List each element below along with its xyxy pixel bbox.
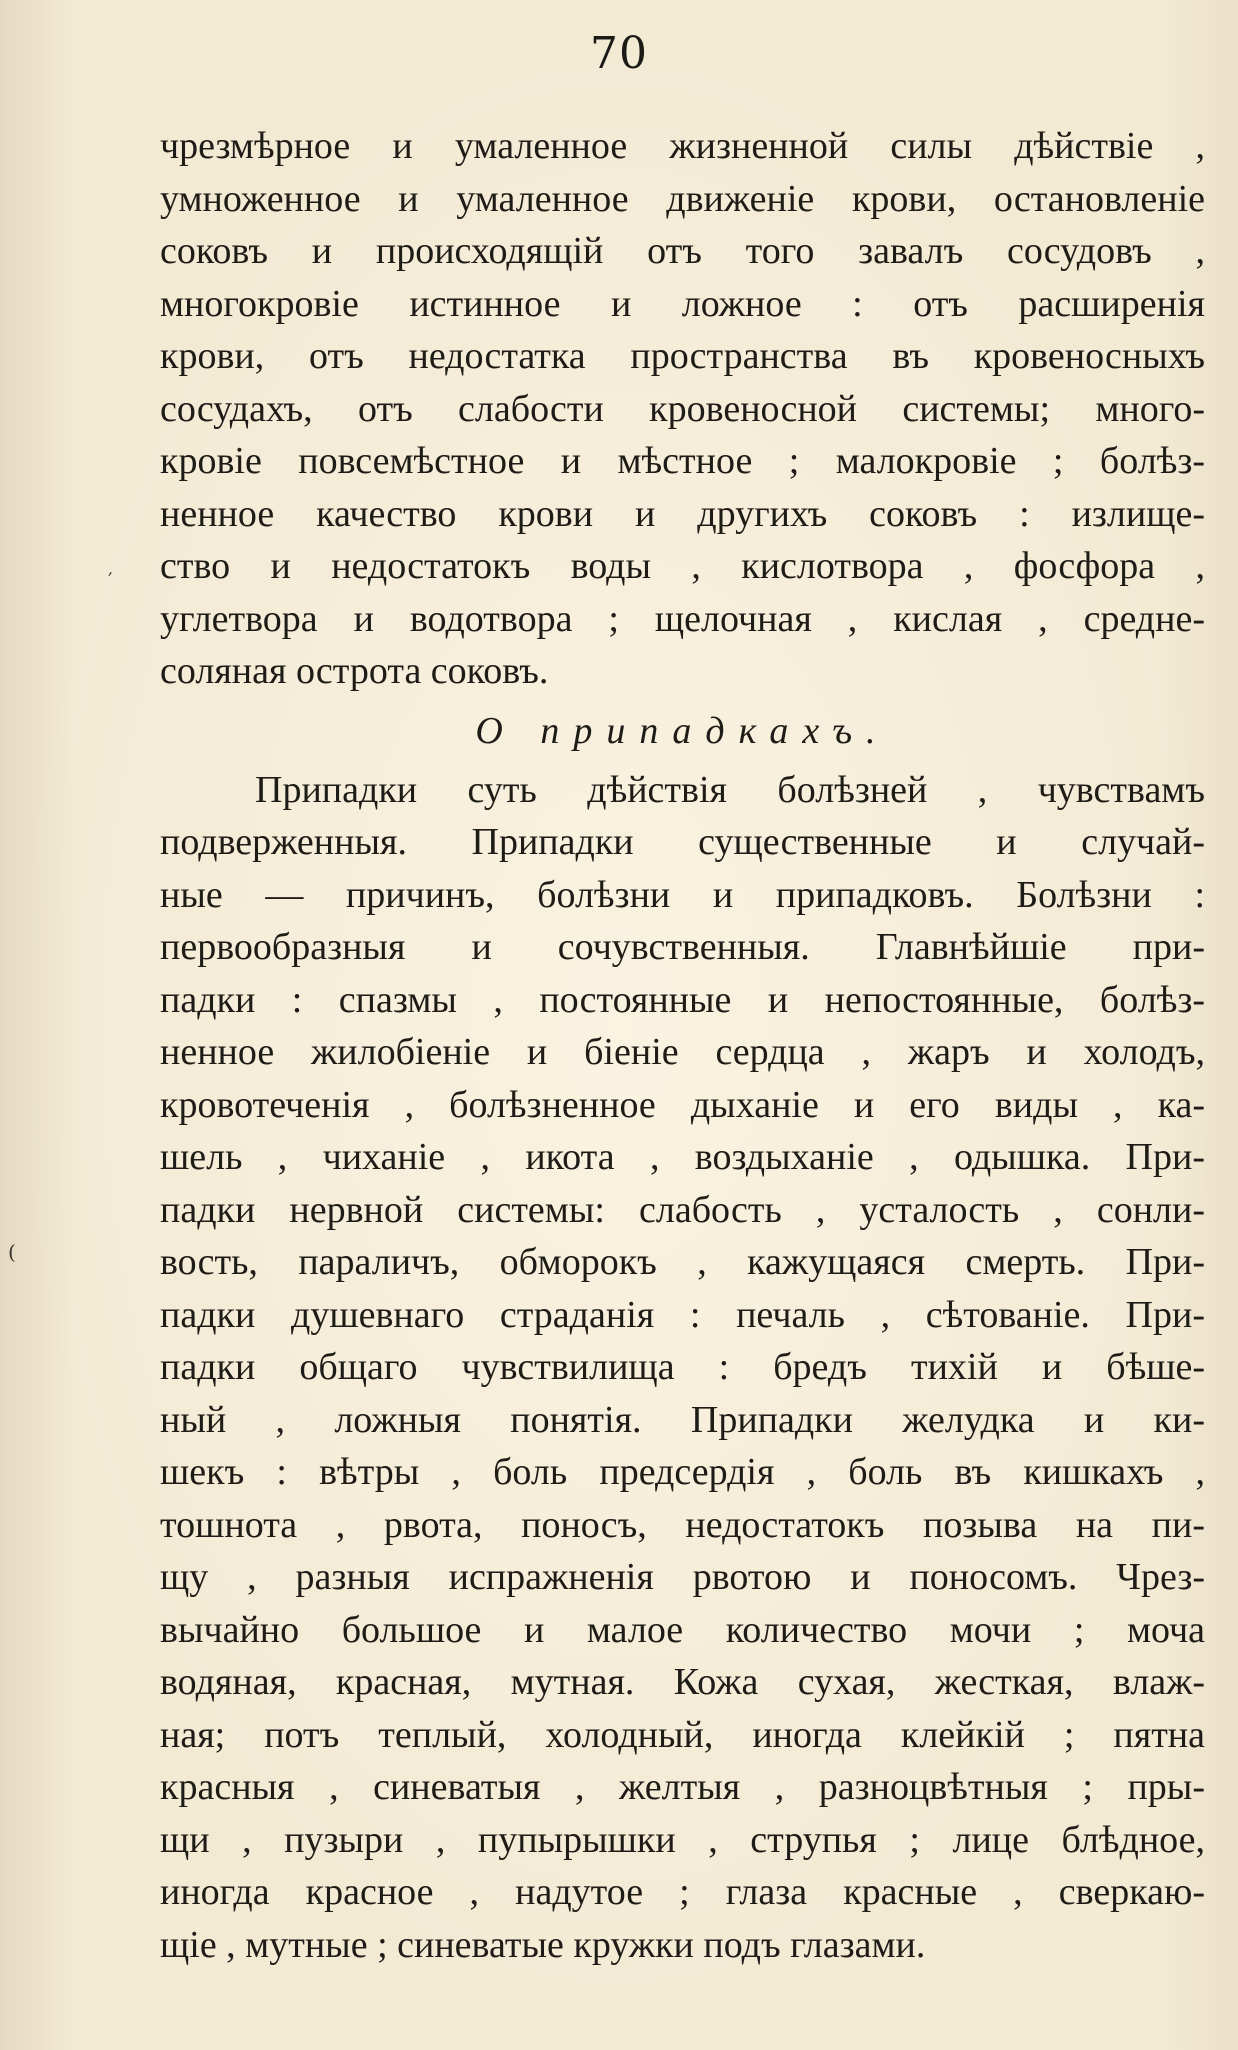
- text-line: многокровіе истинное и ложное : отъ расширенія: [160, 282, 1205, 325]
- page-number: 70: [590, 28, 648, 79]
- paragraph-2: [160, 764, 1205, 1972]
- text-line: ный , ложныя понятія. Припадки желудка и ки-: [160, 1398, 1205, 1441]
- text-line: падки душевнаго страданія : печаль , сѣтованіе. При-: [160, 1293, 1205, 1336]
- text-line: ные — причинъ, болѣзни и припадковъ. Болѣзни :: [160, 873, 1205, 916]
- text-line: первообразныя и сочувственныя. Главнѣйшіе при-: [160, 926, 1205, 968]
- text-line: ненное жилобіеніе и біеніе сердца , жаръ и холодъ,: [160, 1031, 1205, 1073]
- text-line: падки нервной системы: слабость , усталость , сонли-: [160, 1188, 1205, 1231]
- text-line: вость, параличъ, обморокъ , кажущаяся смерть. При-: [160, 1241, 1205, 1283]
- section-heading: О припадкахъ.: [475, 709, 890, 752]
- body-text: [160, 120, 1205, 1971]
- text-line: ненное качество крови и другихъ соковъ : излище-: [160, 492, 1205, 535]
- text-line: шель , чиханіе , икота , воздыханіе , одышка. При-: [160, 1136, 1205, 1178]
- text-line: падки : спазмы , постоянные и непостоянные, болѣз-: [160, 978, 1205, 1021]
- text-line: углетвора и водотвора ; щелочная , кислая , средне-: [160, 597, 1205, 640]
- text-line: кровотеченія , болѣзненное дыханіе и его виды , ка-: [160, 1083, 1205, 1126]
- margin-mark: (: [8, 1240, 16, 1264]
- text-line: шекъ : вѣтры , боль предсердія , боль въ кишкахъ ,: [160, 1451, 1205, 1493]
- text-line: щу , разныя испражненія рвотою и поносомъ. Чрез-: [160, 1556, 1205, 1598]
- text-line: подверженныя. Припадки существенные и случай-: [160, 821, 1205, 863]
- text-line: вычайно большое и малое количество мочи ; моча: [160, 1608, 1205, 1651]
- text-line: крови, отъ недостатка пространства въ кровеносныхъ: [160, 335, 1205, 377]
- text-line: красныя , синеватыя , желтыя , разноцвѣтныя ; пры-: [160, 1766, 1205, 1808]
- text-line: иногда красное , надутое ; глаза красные , сверкаю-: [160, 1871, 1205, 1913]
- text-line: падки общаго чувствилища : бредъ тихій и бѣше-: [160, 1346, 1205, 1388]
- text-line: соковъ и происходящій отъ того завалъ сосудовъ ,: [160, 230, 1205, 272]
- text-line: водяная, красная, мутная. Кожа сухая, жесткая, влаж-: [160, 1661, 1205, 1703]
- text-line: чрезмѣрное и умаленное жизненной силы дѣйствіе ,: [160, 125, 1205, 167]
- paragraph-1: [160, 120, 1205, 698]
- text-line: щи , пузыри , пупырышки , струпья ; лице блѣдное,: [160, 1818, 1205, 1861]
- text-line: щіе , мутные ; синеватые кружки подъ глазами.: [160, 1923, 926, 1966]
- text-line: сосудахъ, отъ слабости кровеносной системы; много-: [160, 387, 1205, 430]
- text-line: ство и недостатокъ воды , кислотвора , фосфора ,: [160, 545, 1205, 587]
- text-line: соляная острота соковъ.: [160, 650, 549, 692]
- text-line: ная; потъ теплый, холодный, иногда клейкій ; пятна: [160, 1713, 1205, 1756]
- margin-mark: ′: [108, 568, 113, 592]
- text-line: тошнота , рвота, поносъ, недостатокъ позыва на пи-: [160, 1503, 1205, 1546]
- text-line: кровіе повсемѣстное и мѣстное ; малокровіе ; болѣз-: [160, 440, 1205, 482]
- text-line: умноженное и умаленное движеніе крови, остановленіе: [160, 177, 1205, 220]
- text-line: Припадки суть дѣйствія болѣзней , чувствамъ: [255, 768, 1205, 811]
